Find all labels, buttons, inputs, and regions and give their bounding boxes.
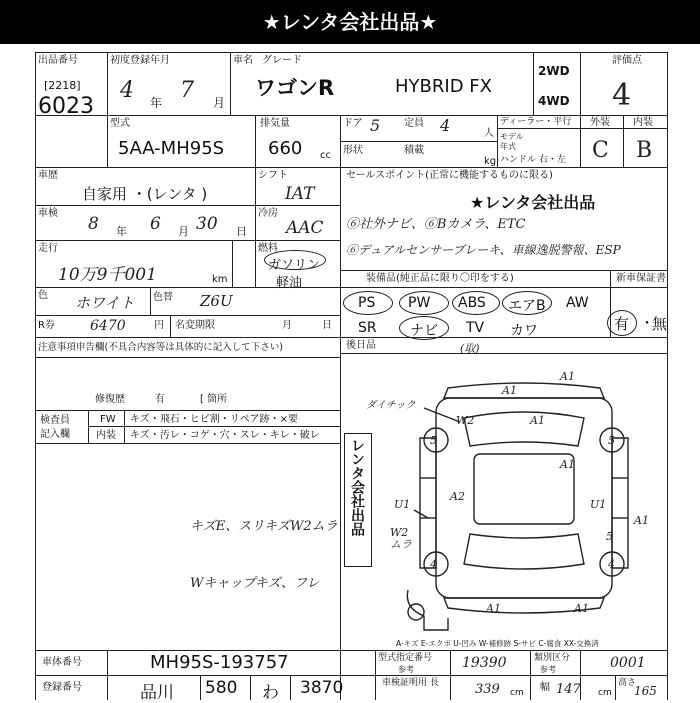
ext-grade: C: [592, 138, 609, 163]
sheet-header: ★レンタ会社出品★: [0, 0, 700, 44]
int-label: 内装: [96, 430, 116, 441]
carname-label: 車名: [233, 55, 253, 66]
ann-5-fl: 5: [430, 434, 437, 447]
plate-area: 品川: [140, 683, 174, 703]
type-label: 型式指定番号: [378, 653, 433, 663]
plate-number: 3870: [300, 678, 344, 698]
insp-day: 30: [196, 214, 218, 234]
equip-leather: カワ: [510, 323, 538, 339]
sales-line2: ⑥デュアルセンサーブレーキ、車線逸脱警報、ESP: [346, 243, 621, 257]
ann-mura: ムラ: [390, 538, 412, 551]
mileage-value: 10万9千001: [58, 265, 157, 285]
width-unit: cm: [598, 688, 612, 698]
ac-value: AAC: [286, 218, 324, 238]
equip-pw: PW: [408, 295, 431, 311]
ann-a1-top: A1: [560, 370, 575, 383]
ann-u1-left: U1: [394, 498, 411, 511]
class-number: 0001: [610, 655, 646, 671]
car-name: ワゴンR: [255, 76, 335, 100]
recycle-label: R券: [38, 320, 55, 331]
inspector-label1: 検査員: [40, 415, 70, 426]
recycle-value: 6470: [90, 318, 126, 334]
sales-headline: ★レンタ会社出品: [470, 193, 596, 212]
inspection-label: 車検: [38, 208, 58, 219]
length-ref: 車検証明用: [382, 678, 428, 688]
ann-a1-rear2: A1: [574, 602, 589, 615]
ac-label: 冷房: [258, 208, 278, 219]
ann-dachiku: ダイチック: [366, 400, 416, 411]
damage-diagram: [364, 368, 660, 644]
reg-month: 7: [180, 78, 194, 103]
ann-u1-right: U1: [590, 498, 607, 511]
repaint-label: 色替: [153, 292, 173, 303]
load-label: 積載: [404, 145, 424, 156]
grade: HYBRID FX: [395, 76, 492, 97]
ann-a2: A2: [450, 490, 465, 503]
score: 4: [612, 78, 632, 113]
yen-unit: 円: [154, 320, 164, 331]
mileage-label: 走行: [38, 243, 58, 254]
equip-navi: ナビ: [410, 323, 438, 339]
warranty-sep: ・: [640, 316, 654, 332]
repair-label: 修復歴: [95, 394, 125, 405]
score-label: 評価点: [612, 55, 642, 66]
height-label: 高さ: [618, 678, 637, 688]
insp-month: 6: [150, 214, 161, 234]
model: 5AA-MH95S: [118, 138, 225, 159]
reg-year: 4: [120, 78, 134, 103]
lot-small: [2218]: [44, 79, 81, 92]
insp-tsuki: 月: [178, 225, 189, 238]
repair-value: 有: [155, 394, 165, 405]
rear-seat-value: (取): [460, 342, 480, 355]
ann-w2: W2: [456, 414, 475, 427]
capacity: 4: [440, 116, 451, 135]
equip-ps: PS: [358, 295, 376, 311]
equip-aw: AW: [566, 295, 589, 311]
note-1: キズE、スリキズW2ムラ: [190, 519, 338, 534]
part-label: [ 箇所: [200, 394, 228, 405]
lot-number: 6023: [38, 94, 94, 119]
capacity-label: 定員: [404, 118, 424, 129]
first-reg-label: 初度登録年月: [110, 55, 170, 66]
insp-year: 8: [88, 214, 99, 234]
name-change-label: 名変期限: [175, 320, 215, 331]
shape-label: 形状: [343, 145, 363, 156]
equipment-title: 装備品(純正品に限り〇印をする): [366, 273, 514, 284]
inspector-label2: 記入欄: [40, 429, 70, 440]
drive-2wd: 2WD: [538, 64, 570, 78]
class-label: 類別区分: [534, 653, 571, 663]
reg-label: 登録番号: [42, 682, 82, 693]
sales-title: セールスポイント(正常に機能するものに限る): [346, 170, 553, 181]
type-number: 19390: [462, 655, 507, 671]
cc-unit: cc: [320, 150, 331, 161]
ann-5-fr: 5: [608, 434, 615, 447]
dealer-label: ディーラー・平行: [500, 117, 572, 127]
width-value: 147: [556, 682, 581, 697]
width-label: 幅: [540, 682, 550, 693]
equip-sr: SR: [358, 320, 377, 336]
name-change-day: 日: [322, 320, 332, 331]
length-unit: cm: [510, 688, 524, 698]
notes-title: 注意事項申告欄(不具合内容等は具体的に記入して下さい): [38, 342, 283, 353]
person-unit: 人: [484, 128, 494, 139]
ann-a1-side: A1: [560, 458, 575, 471]
use-label: 車歴: [38, 170, 58, 181]
fuel-circle: [264, 250, 326, 270]
warranty-yes: 有: [614, 315, 630, 333]
fuel-value2: 軽油: [276, 276, 303, 291]
shift-label: シフト: [258, 170, 288, 181]
plate-kana: わ: [262, 683, 279, 703]
shift-value: IAT: [285, 184, 315, 204]
year-ref: 年式: [500, 142, 516, 151]
plate-class: 580: [205, 678, 238, 698]
fuel-label: 燃料: [258, 243, 278, 254]
ann-5-right: 5: [606, 530, 613, 543]
doors-label: ドア: [343, 118, 363, 129]
color-value: ホワイト: [75, 294, 135, 312]
lot-label: 出品番号: [38, 55, 78, 66]
warranty-no: 無: [652, 315, 668, 333]
chassis-label: 車体番号: [42, 657, 82, 668]
length-value: 339: [475, 682, 500, 697]
color-label: 色: [38, 290, 48, 301]
model-label: 型式: [110, 118, 130, 129]
km-unit: km: [212, 274, 228, 285]
ann-a1-rear: A1: [486, 602, 501, 615]
year-unit: 年: [150, 96, 163, 110]
insp-nen: 年: [116, 225, 127, 238]
fw-text: キズ・飛石・ヒビ割・リペア跡・×要: [130, 414, 298, 425]
ann-w2-lower: W2: [390, 526, 409, 539]
int-text: キズ・汚レ・コゲ・穴・スレ・キレ・破レ: [130, 430, 320, 441]
displacement-label: 排気量: [260, 118, 290, 129]
class-ref: 参考: [540, 665, 556, 674]
name-change-month: 月: [282, 320, 292, 331]
ext-label: 外装: [590, 117, 610, 128]
ann-a1-right: A1: [634, 514, 649, 527]
equip-abs: ABS: [458, 295, 486, 311]
drive-4wd: 4WD: [538, 94, 570, 108]
fw-label: FW: [100, 414, 116, 425]
warranty-title: 新車保証書: [616, 273, 666, 284]
type-ref: 参考: [398, 665, 414, 674]
rental-stamp: レンタ会社出品: [349, 438, 365, 536]
kg-unit: kg: [484, 156, 497, 167]
car-outline-svg: [364, 368, 660, 640]
note-2: Wキャップキズ、フレ: [190, 576, 320, 591]
int-grade: B: [636, 138, 653, 163]
int-label: 内装: [633, 117, 653, 128]
color-code: Z6U: [200, 292, 233, 310]
insp-hi: 日: [236, 225, 247, 238]
ann-a1-roof: A1: [530, 414, 545, 427]
ann-a1-hood: A1: [502, 384, 517, 397]
equip-airbag: エアB: [508, 298, 546, 314]
rear-seat-label: 後日品: [346, 340, 376, 351]
doors: 5: [370, 116, 381, 135]
ann-4-rr: 4: [608, 558, 615, 571]
sales-line1: ⑥社外ナビ、⑥Bカメラ、ETC: [346, 217, 526, 232]
chassis-number: MH95S-193757: [150, 652, 289, 673]
handle-label: ハンドル 右・左: [500, 155, 566, 165]
month-unit: 月: [213, 96, 226, 110]
model-label2: モデル: [500, 132, 524, 141]
displacement: 660: [268, 138, 303, 159]
damage-legend: A-キズ E-エクボ U-凹み W-補修跡 S-サビ C-腐食 XX-交換済: [396, 639, 599, 648]
grade-label: グレード: [262, 55, 302, 66]
fuel-value1: ガソリン: [268, 258, 321, 273]
use-value: 自家用 ・(レンタ ): [82, 185, 208, 203]
ann-4-rl: 4: [430, 558, 437, 571]
height-value: 165: [634, 684, 657, 698]
equip-tv: TV: [466, 320, 485, 336]
length-label: 長: [430, 678, 440, 688]
